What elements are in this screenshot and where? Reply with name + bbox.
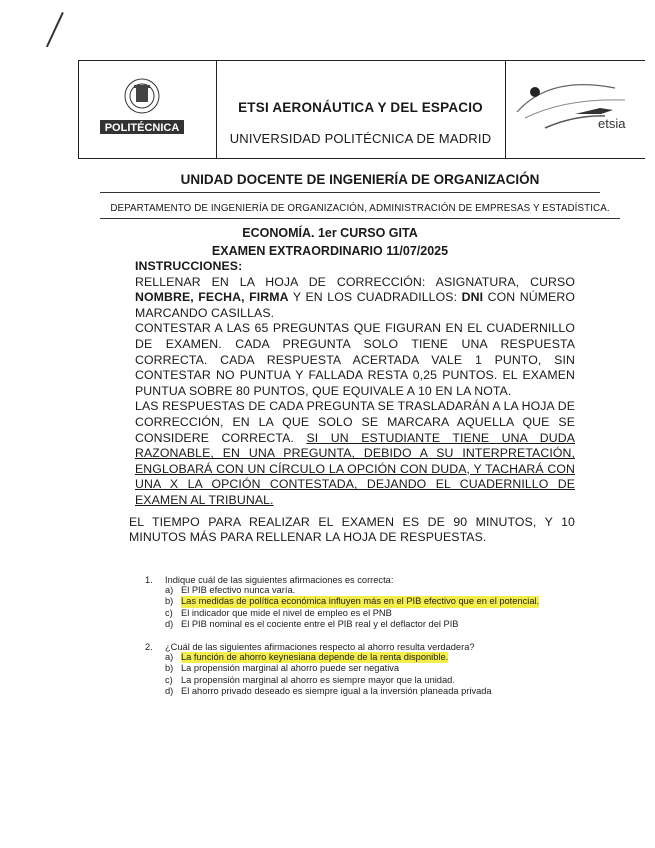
questions-list — [145, 575, 565, 709]
option-b-highlighted: b) Las medidas de política económica influyen más en el PIB efectivo que en el potencial. — [165, 596, 540, 607]
question-stem: ¿Cuál de las siguientes afirmaciones respecto al ahorro resulta verdadera? — [165, 642, 475, 653]
option-d: d) El PIB nominal es el cociente entre el PIB real y el deflactor del PIB — [165, 618, 459, 629]
option-d: d) El ahorro privado deseado es siempre igual a la inversión planeada privada — [165, 686, 492, 697]
option-c: c) El indicador que mide el nivel de empleo es el PNB — [165, 607, 392, 618]
option-a-highlighted: a) La función de ahorro keynesiana depende de la renta disponible. — [165, 652, 449, 663]
exam-title: ECONOMÍA. 1er CURSO GITA — [242, 226, 418, 240]
option-b: b) La propensión marginal al ahorro puede ser negativa — [165, 663, 400, 674]
question-number: 2. — [145, 642, 153, 653]
university-name: UNIVERSIDAD POLITÉCNICA DE MADRID — [229, 131, 492, 146]
divider — [100, 192, 600, 193]
instruction-paragraph: CONTESTAR A LAS 65 PREGUNTAS QUE FIGURAN EN EL CUADERNILLO DE EXAMEN. CADA PREGUNTA SOLO TIENE UNA RESPUESTA CORRECTA. CADA RESPUESTA ACERTADA VALE 1 PUNTO, SIN CONTESTAR NO PUNTUA Y FALLADA RESTA 0,25 PUNTOS. EL EXAMEN PUNTUA SOBRE 80 PUNTOS, QUE EQUIVALE A 10 EN LA NOTA. — [135, 321, 575, 398]
etsia-logo-text: etsia — [598, 116, 626, 131]
department-name: DEPARTAMENTO DE INGENIERÍA DE ORGANIZACIÓN, ADMINISTRACIÓN DE EMPRESAS Y ESTADÍSTICA. — [110, 203, 610, 214]
scan-pen-mark — [46, 12, 64, 47]
question-2 — [145, 642, 565, 697]
question-stem: Indique cuál de las siguientes afirmaciones es correcta: — [165, 575, 394, 585]
option-a: a) El PIB efectivo nunca varía. — [165, 585, 296, 595]
underlined-note: SI UN ESTUDIANTE TIENE UNA DUDA RAZONABLE, EN UNA PREGUNTA, DEBIDO A SU INTERPRETACIÓN, ENGLOBARÁ CON UN CÍRCULO LA OPCIÓN CON DUDA, Y TACHARÁ CON UNA X LA OPCIÓN CONTESTADA, DEJANDO EL CUADERNILLO DE EXAMEN AL TRIBUNAL. — [135, 430, 575, 507]
question-1 — [145, 575, 565, 630]
school-name: ETSI AERONÁUTICA Y DEL ESPACIO — [238, 100, 483, 115]
option-c: c) La propensión marginal al ahorro es siempre mayor que la unidad. — [165, 674, 455, 685]
instructions-block — [129, 259, 575, 546]
divider — [100, 218, 620, 219]
time-instruction: EL TIEMPO PARA REALIZAR EL EXAMEN ES DE 90 MINUTOS, Y 10 MINUTOS MÁS PARA RELLENAR LA HOJA DE RESPUESTAS. — [129, 514, 575, 545]
upm-logo — [98, 72, 186, 138]
instruction-paragraph: LAS RESPUESTAS DE CADA PREGUNTA SE TRASLADARÁN A LA HOJA DE CORRECCIÓN, EN LA QUE SOLO SE MARCARA AQUELLA QUE SE CONSIDERE CORRECTA. SI UN ESTUDIANTE TIENE UNA DUDA RAZONABLE, EN UNA PREGUNTA, DEBIDO A SU INTERPRETACIÓN, ENGLOBARÁ CON UN CÍRCULO LA OPCIÓN CON DUDA, Y TACHARÁ CON UNA X LA OPCIÓN CONTESTADA, DEJANDO EL CUADERNILLO DE EXAMEN AL TRIBUNAL. — [135, 399, 575, 507]
teaching-unit-title: UNIDAD DOCENTE DE INGENIERÍA DE ORGANIZACIÓN — [180, 172, 540, 187]
question-number: 1. — [145, 575, 153, 585]
instructions-heading: INSTRUCCIONES: — [135, 259, 243, 273]
instruction-paragraph: RELLENAR EN LA HOJA DE CORRECCIÓN: ASIGNATURA, CURSO NOMBRE, FECHA, FIRMA Y EN LOS CUADRADILLOS: DNI CON NÚMERO MARCANDO CASILLAS. — [135, 274, 575, 320]
exam-subtitle: EXAMEN EXTRAORDINARIO 11/07/2025 — [211, 244, 449, 258]
upm-logo-text: POLITÉCNICA — [104, 122, 180, 134]
